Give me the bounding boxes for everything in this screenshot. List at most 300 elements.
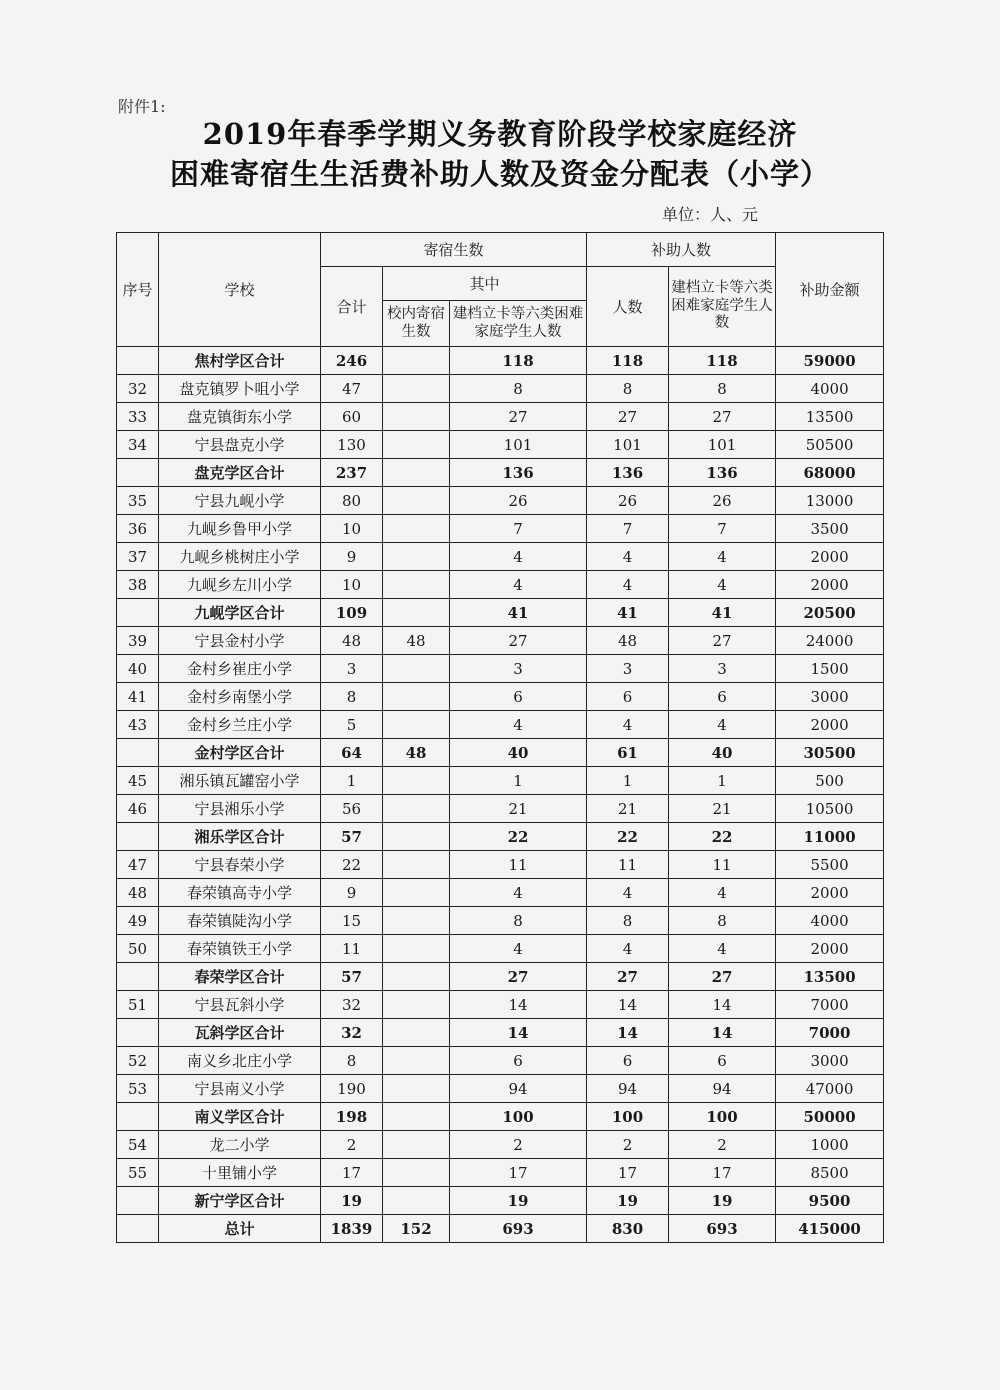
district-subtotal-row: [117, 1019, 884, 1047]
on-campus-cell: [383, 711, 450, 739]
subsidy-registered-poor-cell: 136: [669, 459, 776, 487]
allocation-table: [116, 232, 884, 1243]
subsidy-registered-poor-cell: 7: [669, 515, 776, 543]
table-row: [117, 1159, 884, 1187]
amount-cell: 2000: [776, 879, 884, 907]
subsidy-people-cell: 19: [587, 1187, 669, 1215]
seq-cell: 46: [117, 795, 159, 823]
on-campus-cell: [383, 375, 450, 403]
table-row: [117, 683, 884, 711]
amount-cell: 2000: [776, 935, 884, 963]
on-campus-cell: [383, 991, 450, 1019]
subsidy-people-cell: 14: [587, 1019, 669, 1047]
subsidy-registered-poor-cell: 40: [669, 739, 776, 767]
registered-poor-cell: 17: [450, 1159, 587, 1187]
seq-cell: [117, 1019, 159, 1047]
registered-poor-cell: 136: [450, 459, 587, 487]
amount-cell: 50500: [776, 431, 884, 459]
on-campus-cell: 152: [383, 1215, 450, 1243]
seq-cell: 55: [117, 1159, 159, 1187]
subsidy-people-cell: 14: [587, 991, 669, 1019]
amount-cell: 2000: [776, 543, 884, 571]
on-campus-cell: [383, 1075, 450, 1103]
subsidy-people-cell: 4: [587, 879, 669, 907]
on-campus-cell: [383, 1047, 450, 1075]
subsidy-people-cell: 21: [587, 795, 669, 823]
registered-poor-cell: 4: [450, 935, 587, 963]
amount-cell: 24000: [776, 627, 884, 655]
registered-poor-cell: 8: [450, 375, 587, 403]
subsidy-people-cell: 3: [587, 655, 669, 683]
registered-poor-cell: 2: [450, 1131, 587, 1159]
school-cell: 湘乐镇瓦罐窑小学: [159, 767, 321, 795]
school-cell: 宁县盘克小学: [159, 431, 321, 459]
on-campus-cell: [383, 487, 450, 515]
school-cell: 金村学区合计: [159, 739, 321, 767]
boarding-total-cell: 80: [321, 487, 383, 515]
amount-cell: 50000: [776, 1103, 884, 1131]
boarding-total-cell: 109: [321, 599, 383, 627]
subsidy-registered-poor-cell: 6: [669, 683, 776, 711]
on-campus-cell: [383, 935, 450, 963]
table-row: [117, 795, 884, 823]
table-row: [117, 991, 884, 1019]
registered-poor-cell: 101: [450, 431, 587, 459]
subsidy-registered-poor-cell: 4: [669, 711, 776, 739]
seq-cell: [117, 1103, 159, 1131]
amount-cell: 13500: [776, 963, 884, 991]
grand-total-row: [117, 1215, 884, 1243]
seq-cell: [117, 1187, 159, 1215]
registered-poor-cell: 11: [450, 851, 587, 879]
seq-cell: 49: [117, 907, 159, 935]
on-campus-cell: [383, 823, 450, 851]
school-cell: 金村乡崔庄小学: [159, 655, 321, 683]
boarding-total-cell: 57: [321, 823, 383, 851]
seq-cell: [117, 347, 159, 375]
boarding-total-cell: 22: [321, 851, 383, 879]
seq-cell: [117, 739, 159, 767]
table-row: [117, 935, 884, 963]
registered-poor-cell: 26: [450, 487, 587, 515]
seq-cell: 38: [117, 571, 159, 599]
on-campus-cell: [383, 907, 450, 935]
school-cell: 九岘乡桃树庄小学: [159, 543, 321, 571]
table-row: [117, 431, 884, 459]
boarding-total-cell: 47: [321, 375, 383, 403]
registered-poor-cell: 6: [450, 1047, 587, 1075]
amount-cell: 4000: [776, 907, 884, 935]
school-cell: 九岘乡鲁甲小学: [159, 515, 321, 543]
district-subtotal-row: [117, 739, 884, 767]
amount-cell: 10500: [776, 795, 884, 823]
boarding-total-cell: 15: [321, 907, 383, 935]
table-row: [117, 627, 884, 655]
seq-cell: 43: [117, 711, 159, 739]
amount-cell: 7000: [776, 1019, 884, 1047]
on-campus-cell: [383, 1131, 450, 1159]
registered-poor-cell: 40: [450, 739, 587, 767]
subsidy-registered-poor-cell: 21: [669, 795, 776, 823]
seq-cell: [117, 599, 159, 627]
boarding-total-cell: 56: [321, 795, 383, 823]
school-cell: 宁县南义小学: [159, 1075, 321, 1103]
table-row: [117, 403, 884, 431]
seq-cell: 48: [117, 879, 159, 907]
seq-cell: 51: [117, 991, 159, 1019]
subsidy-people-cell: 94: [587, 1075, 669, 1103]
seq-cell: 50: [117, 935, 159, 963]
school-cell: 焦村学区合计: [159, 347, 321, 375]
subsidy-registered-poor-cell: 2: [669, 1131, 776, 1159]
on-campus-cell: [383, 571, 450, 599]
on-campus-cell: [383, 1187, 450, 1215]
boarding-total-cell: 2: [321, 1131, 383, 1159]
subsidy-people-cell: 17: [587, 1159, 669, 1187]
boarding-total-cell: 237: [321, 459, 383, 487]
boarding-total-cell: 9: [321, 543, 383, 571]
school-cell: 南义学区合计: [159, 1103, 321, 1131]
school-cell: 盘克镇街东小学: [159, 403, 321, 431]
boarding-total-cell: 17: [321, 1159, 383, 1187]
registered-poor-cell: 21: [450, 795, 587, 823]
school-cell: 宁县九岘小学: [159, 487, 321, 515]
subsidy-people-cell: 6: [587, 1047, 669, 1075]
school-cell: 瓦斜学区合计: [159, 1019, 321, 1047]
subsidy-people-cell: 118: [587, 347, 669, 375]
subsidy-people-cell: 4: [587, 935, 669, 963]
table-row: [117, 543, 884, 571]
registered-poor-cell: 4: [450, 711, 587, 739]
table-row: [117, 711, 884, 739]
on-campus-cell: 48: [383, 739, 450, 767]
school-cell: 盘克学区合计: [159, 459, 321, 487]
on-campus-cell: [383, 1159, 450, 1187]
registered-poor-cell: 27: [450, 963, 587, 991]
subsidy-registered-poor-cell: 11: [669, 851, 776, 879]
school-cell: 春荣镇高寺小学: [159, 879, 321, 907]
registered-poor-cell: 3: [450, 655, 587, 683]
subsidy-registered-poor-cell: 4: [669, 571, 776, 599]
seq-cell: 47: [117, 851, 159, 879]
subsidy-people-cell: 27: [587, 963, 669, 991]
unit-label: 单位：人、元: [662, 205, 759, 224]
subsidy-registered-poor-cell: 94: [669, 1075, 776, 1103]
amount-cell: 3500: [776, 515, 884, 543]
district-subtotal-row: [117, 1187, 884, 1215]
subsidy-people-cell: 8: [587, 907, 669, 935]
school-cell: 金村乡南堡小学: [159, 683, 321, 711]
table-row: [117, 1047, 884, 1075]
subsidy-people-cell: 100: [587, 1103, 669, 1131]
school-cell: 春荣镇铁王小学: [159, 935, 321, 963]
subsidy-registered-poor-cell: 41: [669, 599, 776, 627]
boarding-total-cell: 48: [321, 627, 383, 655]
subsidy-registered-poor-cell: 14: [669, 991, 776, 1019]
seq-cell: 40: [117, 655, 159, 683]
subsidy-registered-poor-cell: 27: [669, 627, 776, 655]
subsidy-people-cell: 1: [587, 767, 669, 795]
header-registered-poor: 建档立卡等六类困难家庭学生人数: [450, 301, 587, 347]
on-campus-cell: [383, 851, 450, 879]
on-campus-cell: [383, 431, 450, 459]
on-campus-cell: [383, 1019, 450, 1047]
subsidy-people-cell: 4: [587, 543, 669, 571]
school-cell: 九岘乡左川小学: [159, 571, 321, 599]
subsidy-people-cell: 7: [587, 515, 669, 543]
table-row: [117, 487, 884, 515]
table-row: [117, 1075, 884, 1103]
on-campus-cell: [383, 403, 450, 431]
table-row: [117, 851, 884, 879]
seq-cell: 33: [117, 403, 159, 431]
amount-cell: 13000: [776, 487, 884, 515]
registered-poor-cell: 6: [450, 683, 587, 711]
subsidy-people-cell: 26: [587, 487, 669, 515]
district-subtotal-row: [117, 459, 884, 487]
seq-cell: 32: [117, 375, 159, 403]
subsidy-registered-poor-cell: 4: [669, 543, 776, 571]
subsidy-people-cell: 4: [587, 571, 669, 599]
school-cell: 湘乐学区合计: [159, 823, 321, 851]
table-row: [117, 879, 884, 907]
school-cell: 十里铺小学: [159, 1159, 321, 1187]
school-cell: 宁县瓦斜小学: [159, 991, 321, 1019]
seq-cell: 35: [117, 487, 159, 515]
registered-poor-cell: 4: [450, 543, 587, 571]
table-body: [117, 347, 884, 1243]
header-seq: 序号: [117, 233, 159, 347]
on-campus-cell: [383, 879, 450, 907]
subsidy-registered-poor-cell: 22: [669, 823, 776, 851]
subsidy-registered-poor-cell: 27: [669, 963, 776, 991]
district-subtotal-row: [117, 1103, 884, 1131]
boarding-total-cell: 64: [321, 739, 383, 767]
amount-cell: 2000: [776, 571, 884, 599]
registered-poor-cell: 14: [450, 1019, 587, 1047]
school-cell: 宁县春荣小学: [159, 851, 321, 879]
header-among: 其中: [383, 267, 587, 301]
table-row: [117, 515, 884, 543]
on-campus-cell: [383, 795, 450, 823]
table-row: [117, 1131, 884, 1159]
document-title-line2: 困难寄宿生生活费补助人数及资金分配表（小学）: [169, 157, 830, 191]
subsidy-people-cell: 41: [587, 599, 669, 627]
amount-cell: 2000: [776, 711, 884, 739]
school-cell: 宁县湘乐小学: [159, 795, 321, 823]
subsidy-people-cell: 22: [587, 823, 669, 851]
school-cell: 九岘学区合计: [159, 599, 321, 627]
subsidy-registered-poor-cell: 26: [669, 487, 776, 515]
seq-cell: 53: [117, 1075, 159, 1103]
registered-poor-cell: 27: [450, 403, 587, 431]
header-school: 学校: [159, 233, 321, 347]
header-subsidy-count: 补助人数: [587, 233, 776, 267]
boarding-total-cell: 11: [321, 935, 383, 963]
boarding-total-cell: 1: [321, 767, 383, 795]
amount-cell: 47000: [776, 1075, 884, 1103]
boarding-total-cell: 246: [321, 347, 383, 375]
seq-cell: [117, 459, 159, 487]
boarding-total-cell: 8: [321, 1047, 383, 1075]
on-campus-cell: [383, 1103, 450, 1131]
boarding-total-cell: 10: [321, 571, 383, 599]
amount-cell: 8500: [776, 1159, 884, 1187]
amount-cell: 3000: [776, 683, 884, 711]
school-cell: 总计: [159, 1215, 321, 1243]
on-campus-cell: [383, 767, 450, 795]
amount-cell: 1000: [776, 1131, 884, 1159]
attachment-label: 附件1:: [118, 97, 166, 116]
boarding-total-cell: 9: [321, 879, 383, 907]
boarding-total-cell: 1839: [321, 1215, 383, 1243]
school-cell: 金村乡兰庄小学: [159, 711, 321, 739]
subsidy-registered-poor-cell: 100: [669, 1103, 776, 1131]
registered-poor-cell: 100: [450, 1103, 587, 1131]
school-cell: 宁县金村小学: [159, 627, 321, 655]
amount-cell: 20500: [776, 599, 884, 627]
on-campus-cell: [383, 655, 450, 683]
registered-poor-cell: 7: [450, 515, 587, 543]
amount-cell: 4000: [776, 375, 884, 403]
registered-poor-cell: 14: [450, 991, 587, 1019]
seq-cell: 37: [117, 543, 159, 571]
amount-cell: 9500: [776, 1187, 884, 1215]
header-total: 合计: [321, 267, 383, 347]
registered-poor-cell: 27: [450, 627, 587, 655]
subsidy-registered-poor-cell: 4: [669, 879, 776, 907]
subsidy-people-cell: 136: [587, 459, 669, 487]
seq-cell: [117, 963, 159, 991]
seq-cell: 52: [117, 1047, 159, 1075]
school-cell: 盘克镇罗卜咀小学: [159, 375, 321, 403]
seq-cell: [117, 823, 159, 851]
subsidy-registered-poor-cell: 8: [669, 375, 776, 403]
boarding-total-cell: 32: [321, 1019, 383, 1047]
boarding-total-cell: 198: [321, 1103, 383, 1131]
subsidy-registered-poor-cell: 4: [669, 935, 776, 963]
seq-cell: 39: [117, 627, 159, 655]
seq-cell: 45: [117, 767, 159, 795]
boarding-total-cell: 8: [321, 683, 383, 711]
school-cell: 春荣学区合计: [159, 963, 321, 991]
boarding-total-cell: 60: [321, 403, 383, 431]
amount-cell: 13500: [776, 403, 884, 431]
amount-cell: 68000: [776, 459, 884, 487]
registered-poor-cell: 4: [450, 571, 587, 599]
registered-poor-cell: 22: [450, 823, 587, 851]
subsidy-people-cell: 11: [587, 851, 669, 879]
table-row: [117, 767, 884, 795]
on-campus-cell: [383, 683, 450, 711]
on-campus-cell: [383, 599, 450, 627]
seq-cell: 34: [117, 431, 159, 459]
table-row: [117, 907, 884, 935]
registered-poor-cell: 94: [450, 1075, 587, 1103]
boarding-total-cell: 130: [321, 431, 383, 459]
subsidy-people-cell: 8: [587, 375, 669, 403]
subsidy-registered-poor-cell: 8: [669, 907, 776, 935]
amount-cell: 3000: [776, 1047, 884, 1075]
header-registered-poor-2: 建档立卡等六类困难家庭学生人数: [669, 267, 776, 347]
subsidy-registered-poor-cell: 17: [669, 1159, 776, 1187]
subsidy-people-cell: 27: [587, 403, 669, 431]
registered-poor-cell: 693: [450, 1215, 587, 1243]
registered-poor-cell: 19: [450, 1187, 587, 1215]
header-people: 人数: [587, 267, 669, 347]
subsidy-registered-poor-cell: 101: [669, 431, 776, 459]
amount-cell: 415000: [776, 1215, 884, 1243]
subsidy-registered-poor-cell: 6: [669, 1047, 776, 1075]
subsidy-people-cell: 101: [587, 431, 669, 459]
seq-cell: [117, 1215, 159, 1243]
amount-cell: 500: [776, 767, 884, 795]
on-campus-cell: [383, 543, 450, 571]
on-campus-cell: 48: [383, 627, 450, 655]
subsidy-registered-poor-cell: 1: [669, 767, 776, 795]
subsidy-people-cell: 2: [587, 1131, 669, 1159]
amount-cell: 5500: [776, 851, 884, 879]
subsidy-people-cell: 4: [587, 711, 669, 739]
subsidy-registered-poor-cell: 3: [669, 655, 776, 683]
subsidy-registered-poor-cell: 19: [669, 1187, 776, 1215]
amount-cell: 11000: [776, 823, 884, 851]
registered-poor-cell: 118: [450, 347, 587, 375]
on-campus-cell: [383, 515, 450, 543]
boarding-total-cell: 19: [321, 1187, 383, 1215]
boarding-total-cell: 57: [321, 963, 383, 991]
seq-cell: 36: [117, 515, 159, 543]
subsidy-people-cell: 48: [587, 627, 669, 655]
registered-poor-cell: 4: [450, 879, 587, 907]
document-title-line1: 2019年春季学期义务教育阶段学校家庭经济: [202, 117, 798, 151]
registered-poor-cell: 1: [450, 767, 587, 795]
amount-cell: 1500: [776, 655, 884, 683]
table-row: [117, 375, 884, 403]
amount-cell: 30500: [776, 739, 884, 767]
subsidy-registered-poor-cell: 14: [669, 1019, 776, 1047]
header-on-campus: 校内寄宿生数: [383, 301, 450, 347]
seq-cell: 41: [117, 683, 159, 711]
school-cell: 龙二小学: [159, 1131, 321, 1159]
boarding-total-cell: 190: [321, 1075, 383, 1103]
subsidy-people-cell: 830: [587, 1215, 669, 1243]
school-cell: 新宁学区合计: [159, 1187, 321, 1215]
registered-poor-cell: 8: [450, 907, 587, 935]
boarding-total-cell: 32: [321, 991, 383, 1019]
school-cell: 春荣镇陡沟小学: [159, 907, 321, 935]
amount-cell: 7000: [776, 991, 884, 1019]
on-campus-cell: [383, 347, 450, 375]
seq-cell: 54: [117, 1131, 159, 1159]
subsidy-people-cell: 61: [587, 739, 669, 767]
table-row: [117, 571, 884, 599]
district-subtotal-row: [117, 823, 884, 851]
district-subtotal-row: [117, 599, 884, 627]
boarding-total-cell: 5: [321, 711, 383, 739]
on-campus-cell: [383, 963, 450, 991]
subsidy-registered-poor-cell: 693: [669, 1215, 776, 1243]
header-boarding: 寄宿生数: [321, 233, 587, 267]
header-amount: 补助金额: [776, 233, 884, 347]
district-subtotal-row: [117, 347, 884, 375]
amount-cell: 59000: [776, 347, 884, 375]
subsidy-people-cell: 6: [587, 683, 669, 711]
registered-poor-cell: 41: [450, 599, 587, 627]
on-campus-cell: [383, 459, 450, 487]
boarding-total-cell: 10: [321, 515, 383, 543]
table-row: [117, 655, 884, 683]
